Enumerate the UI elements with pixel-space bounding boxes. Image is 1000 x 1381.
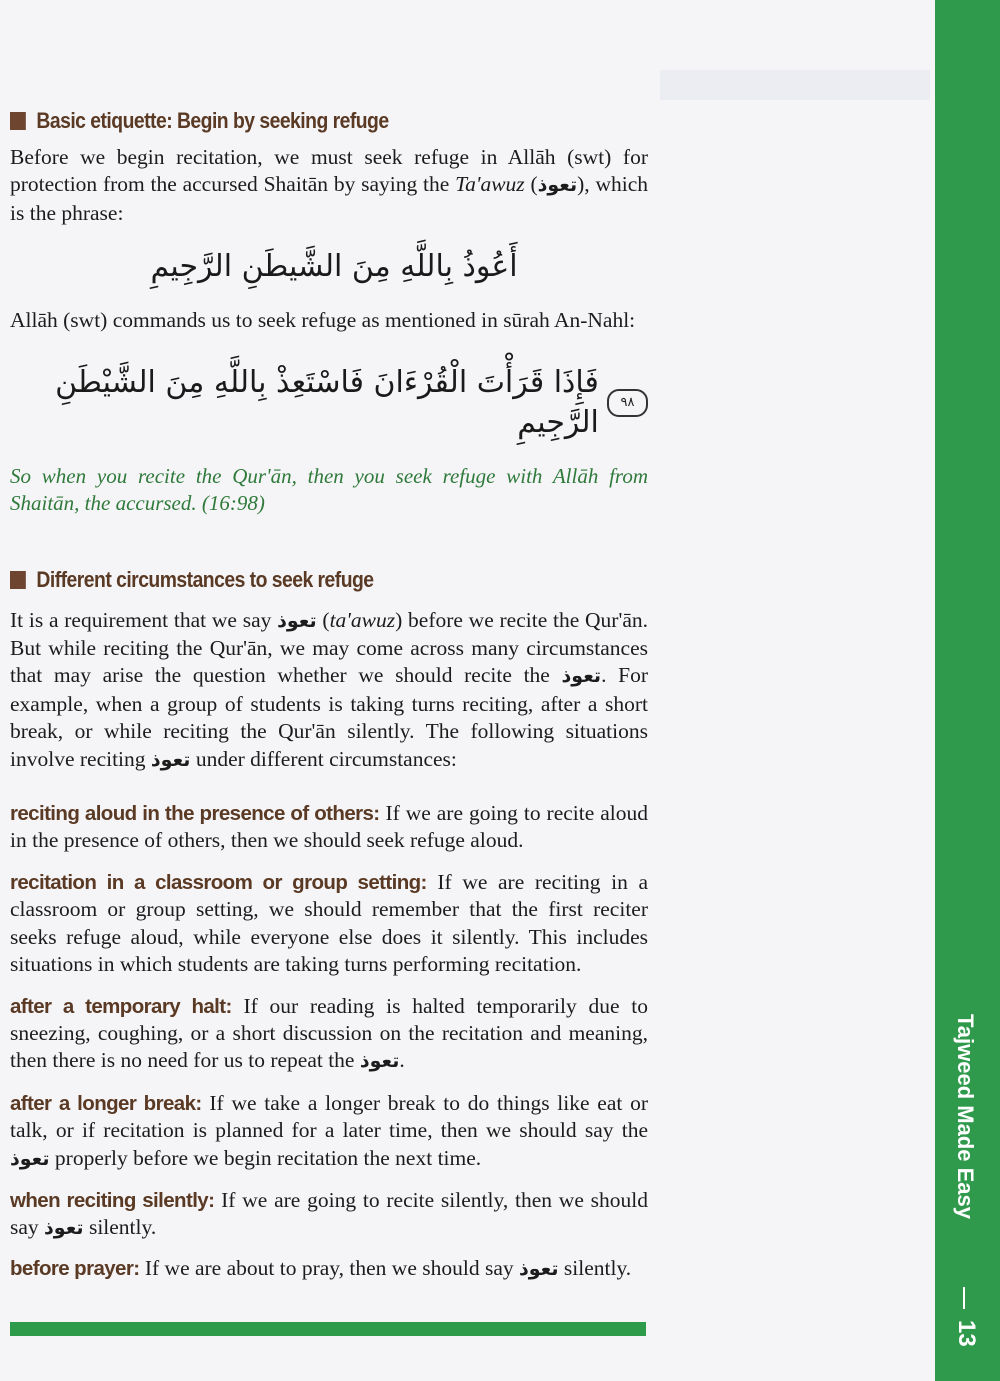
heading-square-icon bbox=[10, 571, 26, 589]
bleed-through-band bbox=[660, 70, 930, 100]
circumstance-entry bbox=[10, 993, 648, 1076]
circumstances-intro-paragraph bbox=[10, 607, 648, 774]
text-run: Before we begin recitation, we must seek refuge in Allāh (swt) for protection from the accursed Shaitān by saying the bbox=[10, 145, 648, 197]
quran-verse-block bbox=[10, 363, 648, 443]
section-heading-seeking-refuge bbox=[10, 108, 571, 134]
section-heading-text: Basic etiquette: Begin by seeking refuge bbox=[36, 108, 389, 133]
text-run: ), which is the phrase: bbox=[10, 172, 649, 225]
heading-square-icon bbox=[10, 112, 26, 130]
main-column bbox=[10, 108, 648, 1283]
circumstance-body bbox=[139, 1256, 631, 1280]
arabic-inline-word: تعوذ bbox=[10, 1147, 50, 1170]
circumstance-term: after a temporary halt: bbox=[10, 994, 232, 1018]
text-run: ) before we recite the Qur'ān. But while reciting the Qur'ān, we may come across many circumstances that may arise the question whether we should recite the bbox=[10, 607, 648, 688]
footer-green-rule bbox=[10, 1322, 646, 1336]
arabic-inline-word: تعوذ bbox=[359, 1050, 400, 1073]
circumstance-term: when reciting silently: bbox=[10, 1188, 215, 1212]
arabic-inline-word: تعوذ bbox=[561, 665, 602, 688]
circumstance-term: recitation in a classroom or group setting: bbox=[10, 870, 427, 894]
circumstance-entry bbox=[10, 869, 648, 979]
verse-translation: So when you recite the Qur'ān, then you seek refuge with Allāh from Shaitān, the accursed. (16:98) bbox=[10, 463, 648, 515]
intro-paragraph bbox=[10, 144, 648, 227]
text-run: . For example, when a group of students is taking turns reciting, after a short break, or while reciting the Qur'ān silently. The following situations involve reciting bbox=[10, 663, 648, 771]
circumstance-entry bbox=[10, 1255, 648, 1283]
arabic-inline-word: تعوذ bbox=[44, 1217, 84, 1240]
arabic-inline-word: تعوذ bbox=[537, 174, 578, 197]
arabic-inline-word: تعوذ bbox=[277, 609, 317, 632]
book-title: Tajweed Made Easy bbox=[953, 1014, 978, 1220]
text-run: If we are going to recite silently, then we should say bbox=[10, 1187, 648, 1240]
text-run: It is a requirement that we say bbox=[10, 607, 278, 632]
italic-term: Ta'awuz bbox=[455, 172, 525, 197]
taawuz-arabic-phrase: أَعُوذُ بِاللَّهِ مِنَ الشَّيطَنِ الرَّجِيمِ bbox=[150, 249, 518, 285]
circumstance-entry bbox=[10, 1187, 648, 1243]
text-run: under different circumstances: bbox=[190, 746, 457, 771]
text-run: properly before we begin recitation the next time. bbox=[49, 1145, 482, 1170]
text-run: If we are about to pray, then we should say bbox=[139, 1255, 519, 1280]
text-run: If we are reciting in a classroom or group setting, we should remember that the first reciter seeks refuge aloud, while everyone else does it silently. This includes situations in which students are taking turns performing recitation. bbox=[10, 869, 648, 977]
page-number: 13 bbox=[953, 1320, 980, 1347]
command-paragraph: Allāh (swt) commands us to seek refuge as mentioned in sūrah An-Nahl: bbox=[10, 308, 636, 333]
ayah-number-marker: ٩٨ bbox=[607, 389, 648, 417]
circumstance-term: before prayer: bbox=[10, 1256, 140, 1280]
section-heading-text: Different circumstances to seek refuge bbox=[36, 566, 374, 592]
circumstance-term: reciting aloud in the presence of others: bbox=[10, 802, 380, 826]
section-heading-circumstances bbox=[10, 567, 571, 593]
text-run: silently. bbox=[558, 1255, 632, 1280]
text-run: If we are going to recite aloud in the presence of others, then we should seek refuge aloud. bbox=[10, 801, 648, 853]
sidebar-divider bbox=[963, 1287, 965, 1309]
text-run: . bbox=[399, 1048, 405, 1073]
text-run: ( bbox=[524, 172, 538, 197]
text-run: ( bbox=[316, 607, 330, 632]
text-run: If we take a longer break to do things like eat or talk, or if recitation is planned for a later time, then we should say the bbox=[10, 1090, 649, 1143]
text-run: If our reading is halted temporarily due to sneezing, coughing, or a short discussion on the recitation and meaning, then there is no need for us to repeat the bbox=[10, 993, 648, 1073]
quran-verse-arabic: فَإِذَا قَرَأْتَ الْقُرْءَانَ فَاسْتَعِذْ بِاللَّهِ مِنَ الشَّيْطَنِ الرَّجِيمِ bbox=[55, 364, 599, 440]
circumstance-entry bbox=[10, 1090, 648, 1173]
arabic-inline-word: تعوذ bbox=[518, 1257, 559, 1280]
italic-term: ta'awuz bbox=[329, 607, 396, 632]
text-run: silently. bbox=[83, 1215, 157, 1240]
circumstance-entry bbox=[10, 800, 648, 855]
circumstance-term: after a longer break: bbox=[10, 1091, 202, 1115]
arabic-inline-word: تعوذ bbox=[150, 748, 191, 771]
